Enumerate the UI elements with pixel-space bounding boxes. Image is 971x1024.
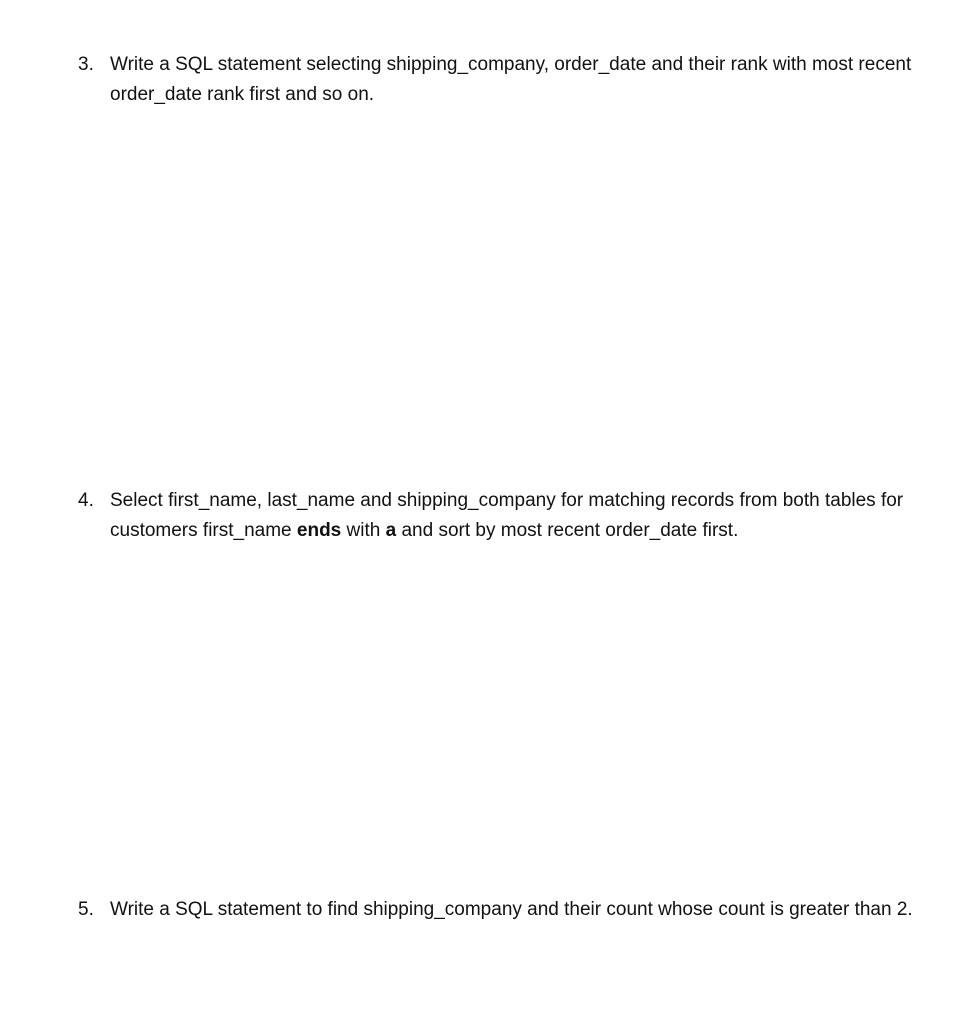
question-text: Write a SQL statement selecting shipping_company, order_date and their rank with most recent order_date rank first and so on. (110, 54, 912, 105)
question-text: Write a SQL statement to find shipping_company and their count whose count is greater than 2. (110, 899, 913, 920)
question-number: 3. (78, 54, 94, 75)
question-text-part: and sort by most recent order_date first. (396, 520, 739, 541)
question-text (110, 486, 938, 546)
question-3 (78, 50, 938, 110)
question-text-part: Select first_name, last_name and shipping_company for matching records from both tables for customers first_name (110, 490, 904, 541)
bold-keyword-a: a (385, 520, 397, 541)
question-number: 4. (78, 490, 94, 511)
question-5 (78, 895, 938, 925)
question-4 (78, 486, 938, 546)
bold-keyword-ends: ends (296, 520, 342, 541)
question-text-part: with (341, 520, 386, 541)
question-number: 5. (78, 899, 94, 920)
